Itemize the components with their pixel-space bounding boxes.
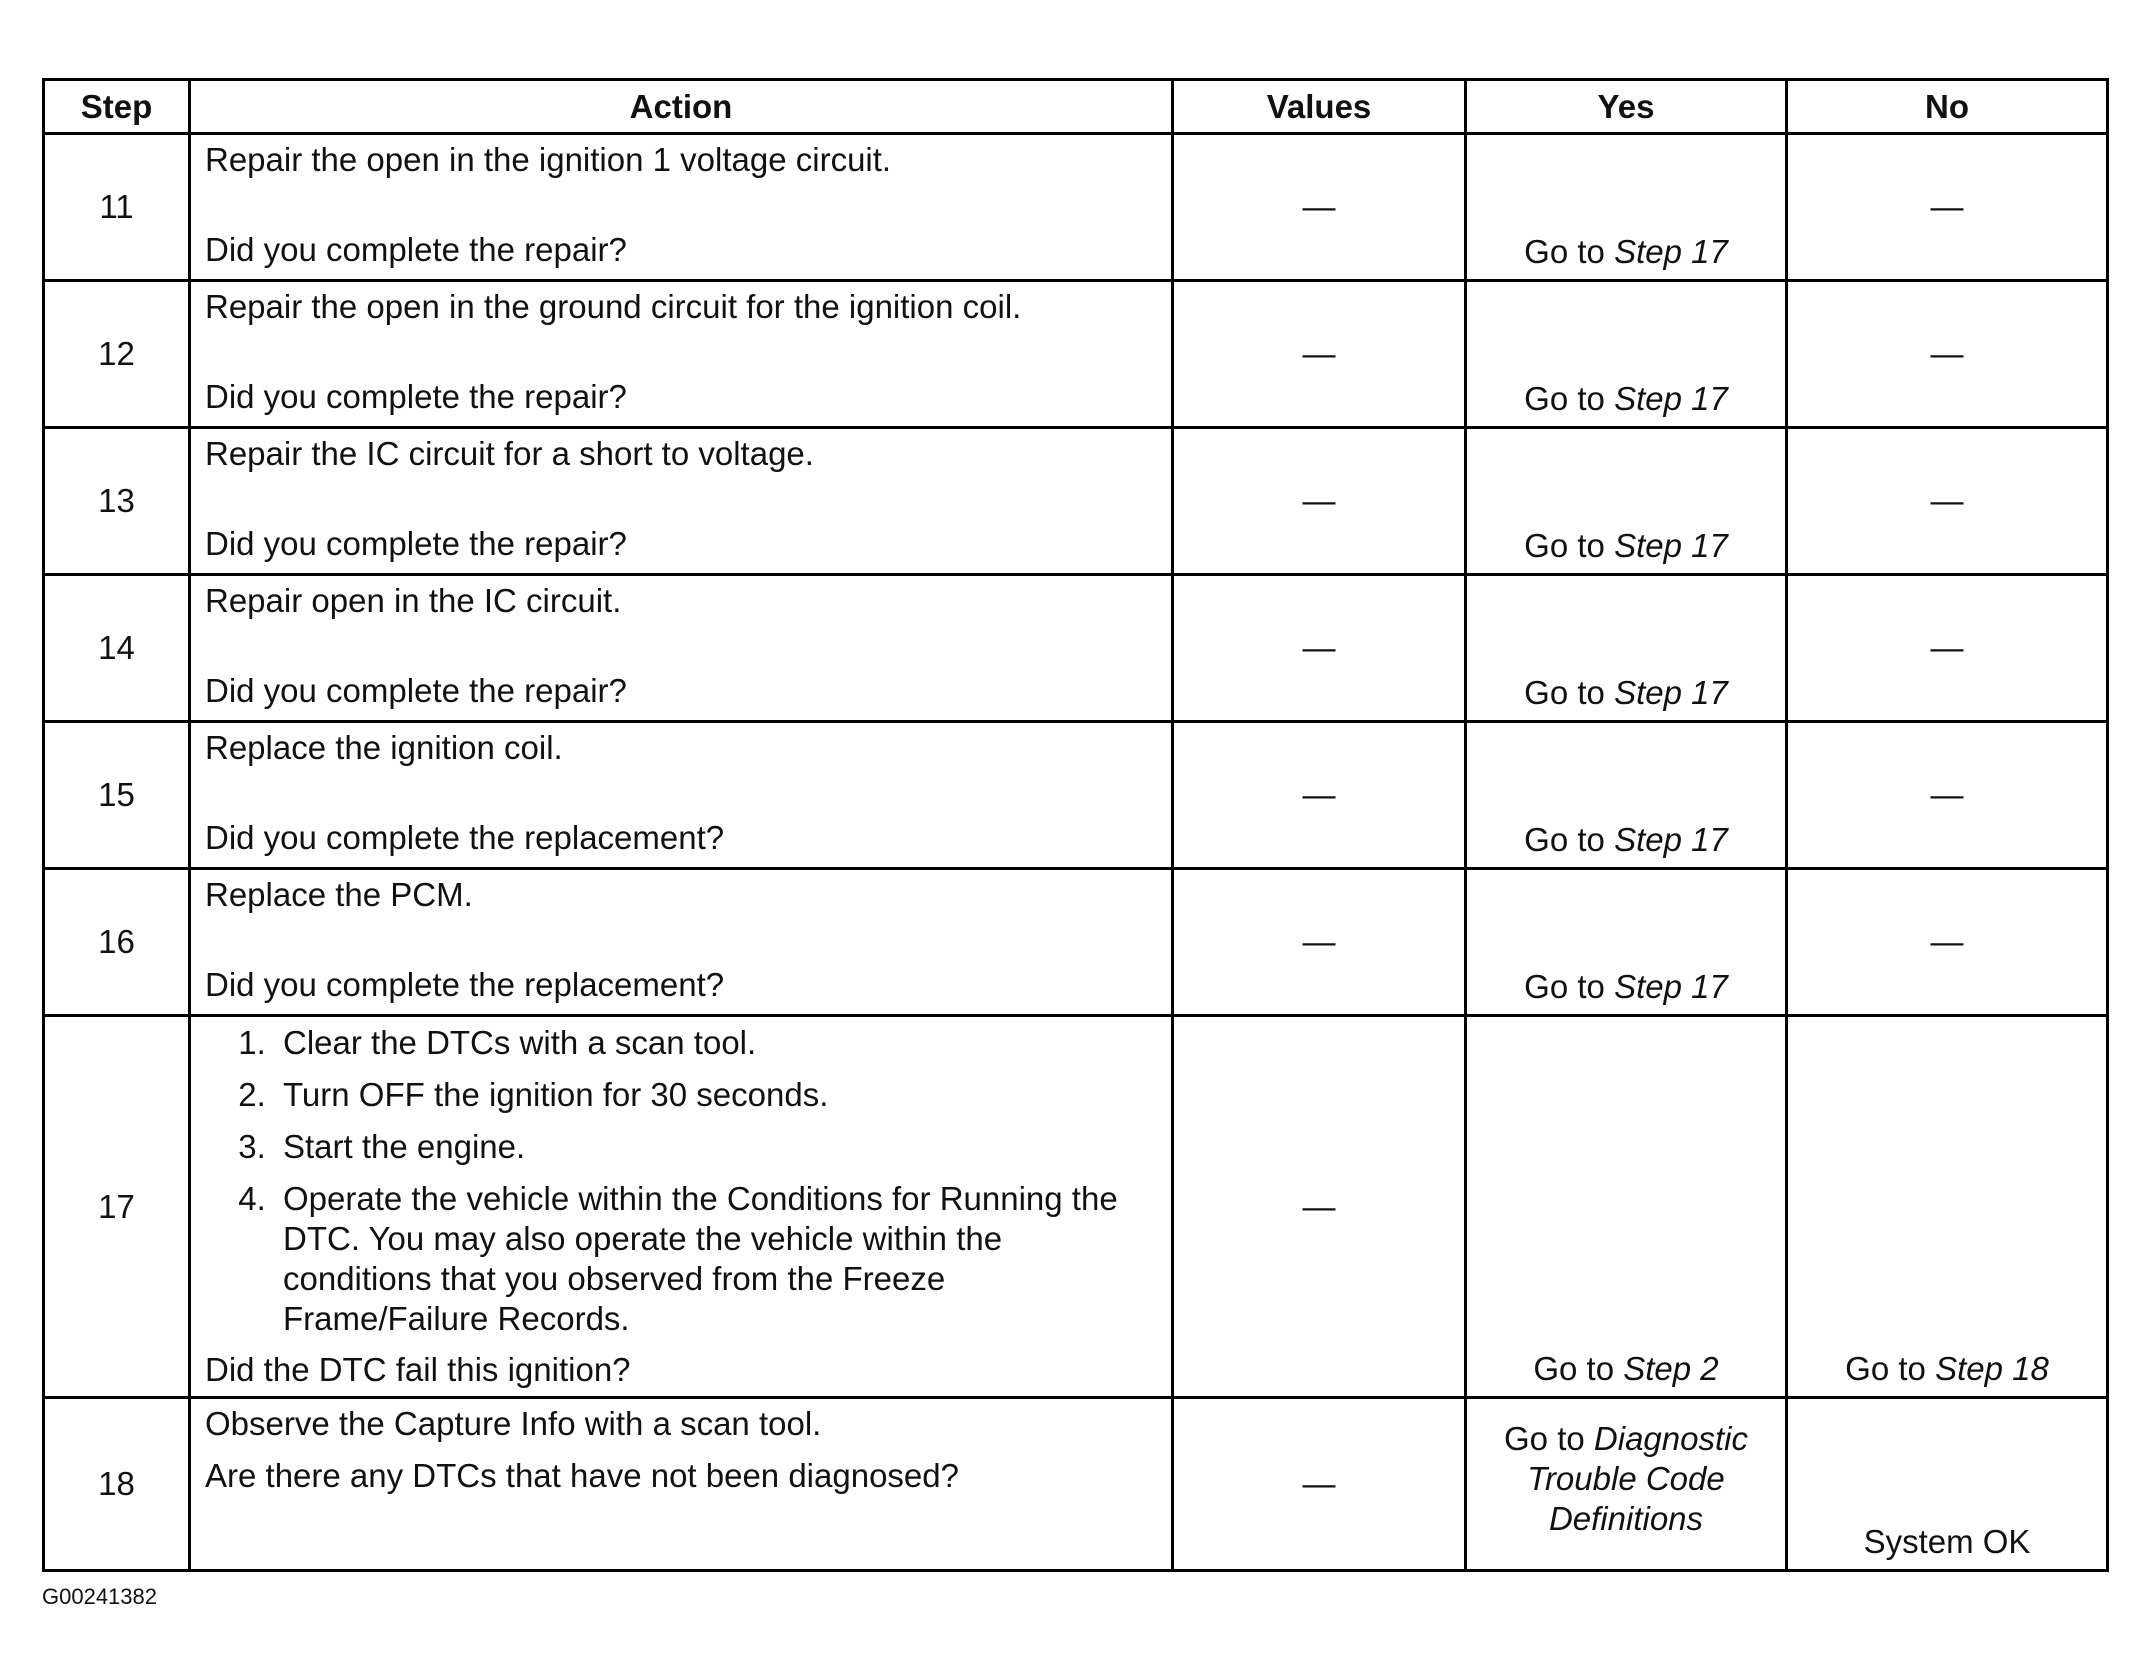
- action-question: Did you complete the repair?: [205, 378, 627, 415]
- table-row: [44, 869, 2108, 1016]
- action-cell: [190, 1398, 1173, 1571]
- figure-id: G00241382: [42, 1584, 157, 1609]
- action-cell: [190, 1016, 1173, 1398]
- yes-prefix: Go to: [1524, 821, 1615, 858]
- step-cell: 18: [44, 1398, 190, 1571]
- values-cell: —: [1173, 575, 1466, 722]
- yes-prefix: Go to: [1533, 1350, 1624, 1387]
- yes-step-link: Step 17: [1614, 527, 1728, 564]
- yes-cell: [1466, 134, 1787, 281]
- action-instruction: Replace the ignition coil.: [205, 729, 563, 766]
- action-question: Did you complete the replacement?: [205, 966, 725, 1003]
- values-cell: —: [1173, 134, 1466, 281]
- table-row: [44, 281, 2108, 428]
- values-cell: —: [1173, 869, 1466, 1016]
- action-cell: [190, 575, 1173, 722]
- no-cell: —: [1787, 722, 2108, 869]
- no-cell: —: [1787, 281, 2108, 428]
- yes-cell: [1466, 1016, 1787, 1398]
- header-yes: Yes: [1466, 80, 1787, 134]
- procedure-step: 2. Turn OFF the ignition for 30 seconds.: [275, 1075, 1157, 1115]
- yes-cell: [1466, 869, 1787, 1016]
- values-cell: —: [1173, 1016, 1466, 1398]
- step-cell: 16: [44, 869, 190, 1016]
- no-cell: —: [1787, 575, 2108, 722]
- step-cell: 13: [44, 428, 190, 575]
- action-instruction: Observe the Capture Info with a scan tool.: [205, 1405, 822, 1442]
- no-cell: [1787, 1016, 2108, 1398]
- yes-cell: [1466, 281, 1787, 428]
- yes-step-link: Step 2: [1623, 1350, 1719, 1387]
- yes-step-link: Step 17: [1614, 674, 1728, 711]
- step-cell: 11: [44, 134, 190, 281]
- action-question: Did the DTC fail this ignition?: [205, 1351, 631, 1388]
- yes-prefix: Go to: [1524, 380, 1615, 417]
- step-cell: 17: [44, 1016, 190, 1398]
- no-cell: System OK: [1787, 1398, 2108, 1571]
- values-cell: —: [1173, 722, 1466, 869]
- action-instruction: Repair open in the IC circuit.: [205, 582, 622, 619]
- no-step-link: Step 18: [1935, 1350, 2049, 1387]
- no-cell: —: [1787, 134, 2108, 281]
- procedure-step: 1. Clear the DTCs with a scan tool.: [275, 1023, 1157, 1063]
- table-row: [44, 428, 2108, 575]
- action-instruction: Repair the open in the ground circuit for the ignition coil.: [205, 288, 1022, 325]
- header-row: [44, 80, 2108, 134]
- yes-cell: [1466, 428, 1787, 575]
- table-row: [44, 1398, 2108, 1571]
- yes-step-link: Step 17: [1614, 821, 1728, 858]
- action-question: Are there any DTCs that have not been diagnosed?: [205, 1457, 959, 1494]
- action-question: Did you complete the replacement?: [205, 819, 725, 856]
- yes-cell: [1466, 575, 1787, 722]
- yes-cell: [1466, 722, 1787, 869]
- step-cell: 12: [44, 281, 190, 428]
- action-cell: [190, 428, 1173, 575]
- action-cell: [190, 722, 1173, 869]
- yes-step-link: Step 17: [1614, 380, 1728, 417]
- action-cell: [190, 134, 1173, 281]
- yes-cell: [1466, 1398, 1787, 1571]
- yes-prefix: Go to: [1524, 674, 1615, 711]
- action-question: Did you complete the repair?: [205, 231, 627, 268]
- yes-prefix: Go to: [1504, 1420, 1594, 1457]
- values-cell: —: [1173, 1398, 1466, 1571]
- header-values: Values: [1173, 80, 1466, 134]
- procedure-step: 3. Start the engine.: [275, 1127, 1157, 1167]
- procedure-step: 4. Operate the vehicle within the Conditions for Running the DTC. You may also operate the vehicle within the conditions that you observed from the Freeze Frame/Failure Records.: [275, 1179, 1157, 1339]
- step-cell: 15: [44, 722, 190, 869]
- header-no: No: [1787, 80, 2108, 134]
- action-instruction: Repair the open in the ignition 1 voltage circuit.: [205, 141, 892, 178]
- yes-step-link: Step 17: [1614, 233, 1728, 270]
- table-row: [44, 134, 2108, 281]
- header-action: Action: [190, 80, 1173, 134]
- action-instruction: Replace the PCM.: [205, 876, 473, 913]
- table-row: [44, 722, 2108, 869]
- table-row: [44, 1016, 2108, 1398]
- procedure-list: [205, 1023, 1157, 1351]
- yes-reference-link: Diagnostic Trouble Code Definitions: [1527, 1420, 1748, 1537]
- action-question: Did you complete the repair?: [205, 672, 627, 709]
- step-cell: 14: [44, 575, 190, 722]
- action-cell: [190, 281, 1173, 428]
- diagnostic-table: [42, 78, 2109, 1572]
- action-instruction: Repair the IC circuit for a short to voltage.: [205, 435, 814, 472]
- header-step: Step: [44, 80, 190, 134]
- values-cell: —: [1173, 428, 1466, 575]
- yes-prefix: Go to: [1524, 233, 1615, 270]
- yes-prefix: Go to: [1524, 968, 1615, 1005]
- no-cell: —: [1787, 869, 2108, 1016]
- table-row: [44, 575, 2108, 722]
- action-question: Did you complete the repair?: [205, 525, 627, 562]
- values-cell: —: [1173, 281, 1466, 428]
- action-cell: [190, 869, 1173, 1016]
- yes-prefix: Go to: [1524, 527, 1615, 564]
- yes-step-link: Step 17: [1614, 968, 1728, 1005]
- no-cell: —: [1787, 428, 2108, 575]
- no-prefix: Go to: [1845, 1350, 1936, 1387]
